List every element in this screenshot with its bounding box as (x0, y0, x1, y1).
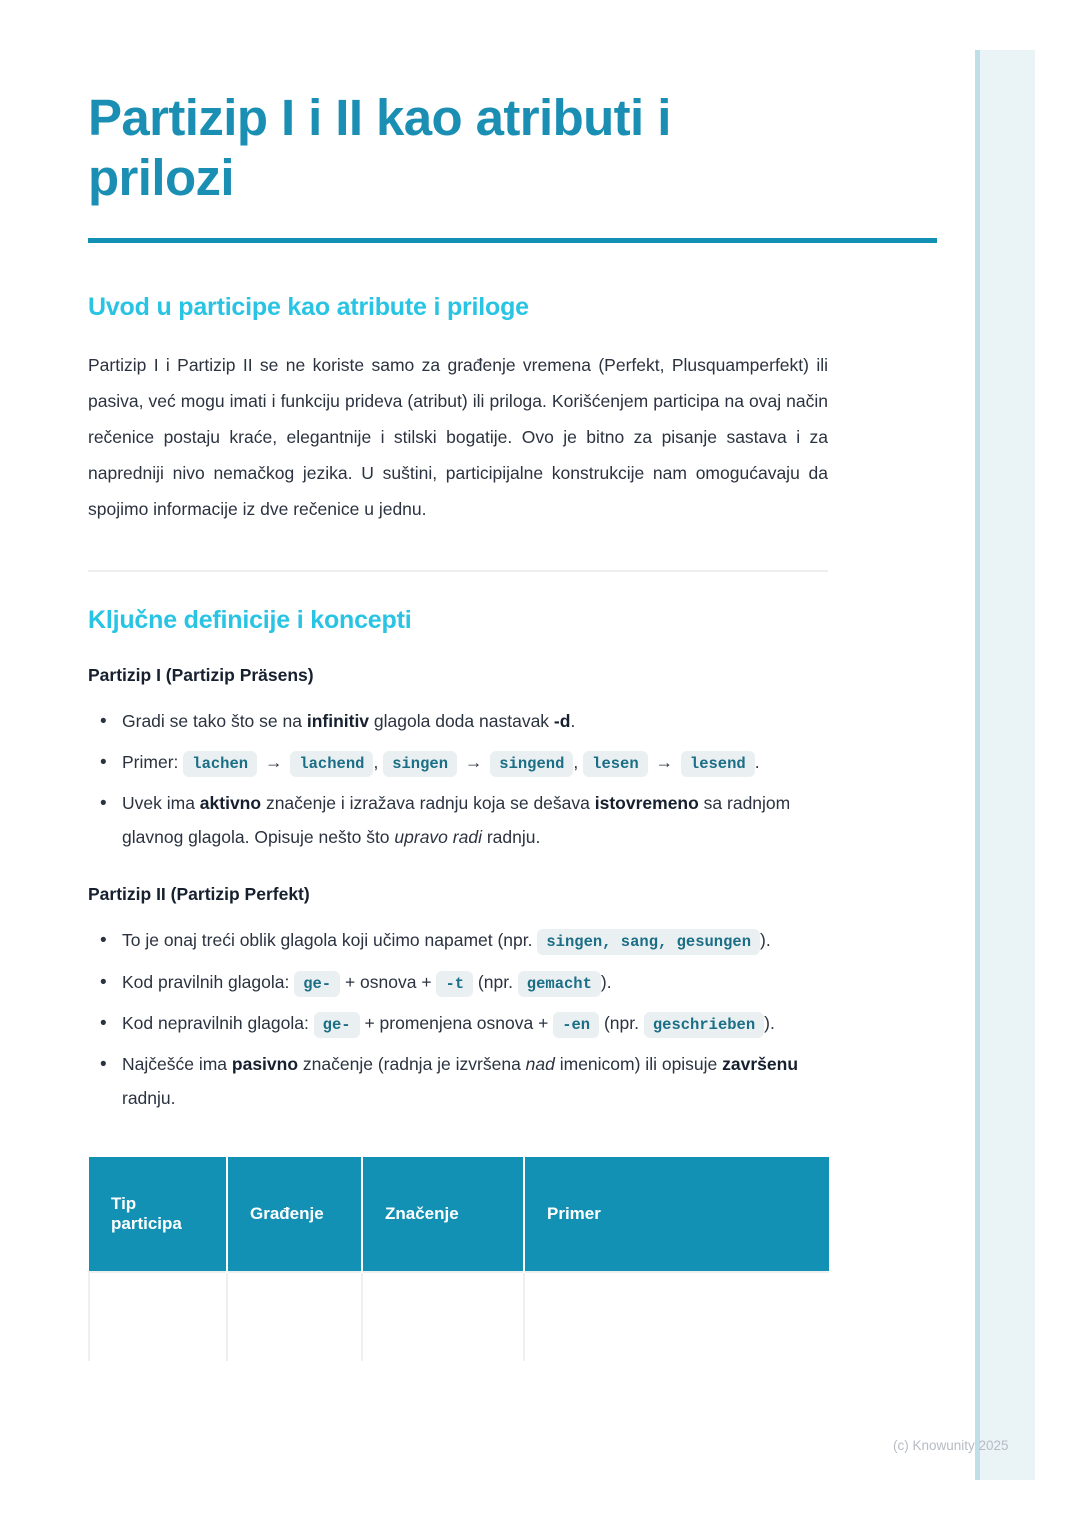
code-chip-gemacht: gemacht (518, 971, 601, 997)
section-heading-definitions: Ključne definicije i koncepti (88, 605, 412, 634)
document-content (88, 0, 828, 1361)
comma: , (373, 751, 379, 772)
table-cell (89, 1272, 227, 1361)
bullet-italic: upravo radi (394, 827, 482, 848)
bullet-text: To je onaj treći oblik glagola koji učimo napamet (npr. (122, 930, 538, 951)
page-edge-strip (975, 50, 1035, 1480)
code-chip-t-suffix: -t (436, 971, 473, 997)
bullet-text: (npr. (599, 1012, 644, 1033)
bullet-text: značenje (radnja je izvršena (298, 1053, 526, 1074)
code-chip-lesend: lesend (681, 751, 755, 777)
bullet-text: Uvek ima (122, 793, 200, 814)
example-label: Primer: (122, 751, 179, 772)
code-chip-geschrieben: geschrieben (644, 1012, 764, 1038)
bullet-list-partizip-2 (88, 923, 828, 1115)
code-chip-en-suffix: -en (553, 1012, 599, 1038)
list-item (122, 1006, 828, 1040)
period: . (754, 751, 760, 772)
bullet-text: Kod pravilnih glagola: (122, 971, 295, 992)
bullet-text: imenicom) ili opisuje (554, 1053, 723, 1074)
bullet-text: radnju. (122, 1088, 176, 1109)
bullet-bold: infinitiv (306, 710, 370, 731)
bullet-text: ). (764, 1012, 775, 1033)
code-chip-lesen: lesen (583, 751, 648, 777)
bullet-bold: završenu (722, 1053, 799, 1074)
table-cell (362, 1272, 524, 1361)
comma: , (573, 751, 579, 772)
table-header-row (89, 1157, 829, 1272)
bullet-bold: pasivno (231, 1053, 299, 1074)
list-item (122, 704, 828, 738)
table-header-znacenje: Značenje (362, 1157, 524, 1272)
code-chip-singen-sang-gesungen: singen, sang, gesungen (537, 929, 760, 955)
table-cell (227, 1272, 362, 1361)
code-chip-ge-prefix-irregular: ge- (314, 1012, 360, 1038)
bullet-text: Kod nepravilnih glagola: (122, 1012, 314, 1033)
bullet-bold: -d (553, 710, 571, 731)
table-cell (524, 1272, 829, 1361)
section-heading-intro: Uvod u participe kao atribute i priloge (88, 293, 529, 322)
list-item (122, 1047, 828, 1115)
list-item (122, 923, 828, 957)
page-edge-strip-line (975, 50, 980, 1480)
bullet-text: značenje i izražava radnju koja se dešava (261, 793, 595, 814)
table-header-primer: Primer (524, 1157, 829, 1272)
bullet-text: Najčešće ima (122, 1053, 232, 1074)
bullet-text: . (570, 710, 576, 731)
sub-heading-partizip-1: Partizip I (Partizip Präsens) (88, 664, 314, 685)
table-header-gradenje: Građenje (227, 1157, 362, 1272)
page-title: Partizip I i II kao atributi i prilozi (88, 89, 671, 207)
bullet-text: glagola doda nastavak (369, 710, 554, 731)
table-header-tip-participa: Tip participa (89, 1157, 227, 1272)
bullet-text: radnju. (481, 827, 541, 848)
bullet-text: + promenjena osnova + (359, 1012, 554, 1033)
bullet-bold: istovremeno (594, 793, 699, 814)
table-row (89, 1272, 829, 1361)
arrow-icon: → (464, 751, 483, 772)
code-chip-singen: singen (383, 751, 457, 777)
code-chip-ge-prefix: ge- (294, 971, 340, 997)
bullet-list-partizip-1 (88, 704, 828, 855)
bullet-italic: nad (525, 1053, 555, 1074)
bullet-text: ). (760, 930, 771, 951)
code-chip-lachen: lachen (183, 751, 257, 777)
sub-heading-partizip-2: Partizip II (Partizip Perfekt) (88, 884, 310, 905)
arrow-icon: → (655, 751, 674, 772)
bullet-text: + osnova + (340, 971, 437, 992)
participle-comparison-table (88, 1157, 829, 1361)
code-chip-singend: singend (490, 751, 573, 777)
list-item (122, 786, 828, 854)
bullet-text: ). (600, 971, 612, 992)
list-item (122, 745, 828, 779)
intro-paragraph: Partizip I i Partizip II se ne koriste samo za građenje vremena (Perfekt, Plusquamperfekt) ili pasiva, već mogu imati i funkciju prideva (atribut) ili priloga. Korišćenjem participa na ovaj način rečenice postaju kraće, elegantnije i stilski bogatije. Ovo je bitno za pisanje sastava i za napredniji nivo nemačkog jezika. U suštini, participijalne konstrukcije nam omogućavaju da spojimo informacije iz dve rečenice u jednu. (88, 355, 828, 519)
copyright-watermark: (c) Knowunity 2025 (893, 1438, 1009, 1453)
bullet-text: Gradi se tako što se na (122, 710, 307, 731)
list-item (122, 965, 828, 999)
arrow-icon: → (264, 751, 283, 772)
bullet-text: (npr. (473, 971, 518, 992)
bullet-text: sa radnjom glavnog glagola. Opisuje nešto što (122, 793, 791, 848)
bullet-bold: aktivno (199, 793, 262, 814)
code-chip-lachend: lachend (290, 751, 373, 777)
